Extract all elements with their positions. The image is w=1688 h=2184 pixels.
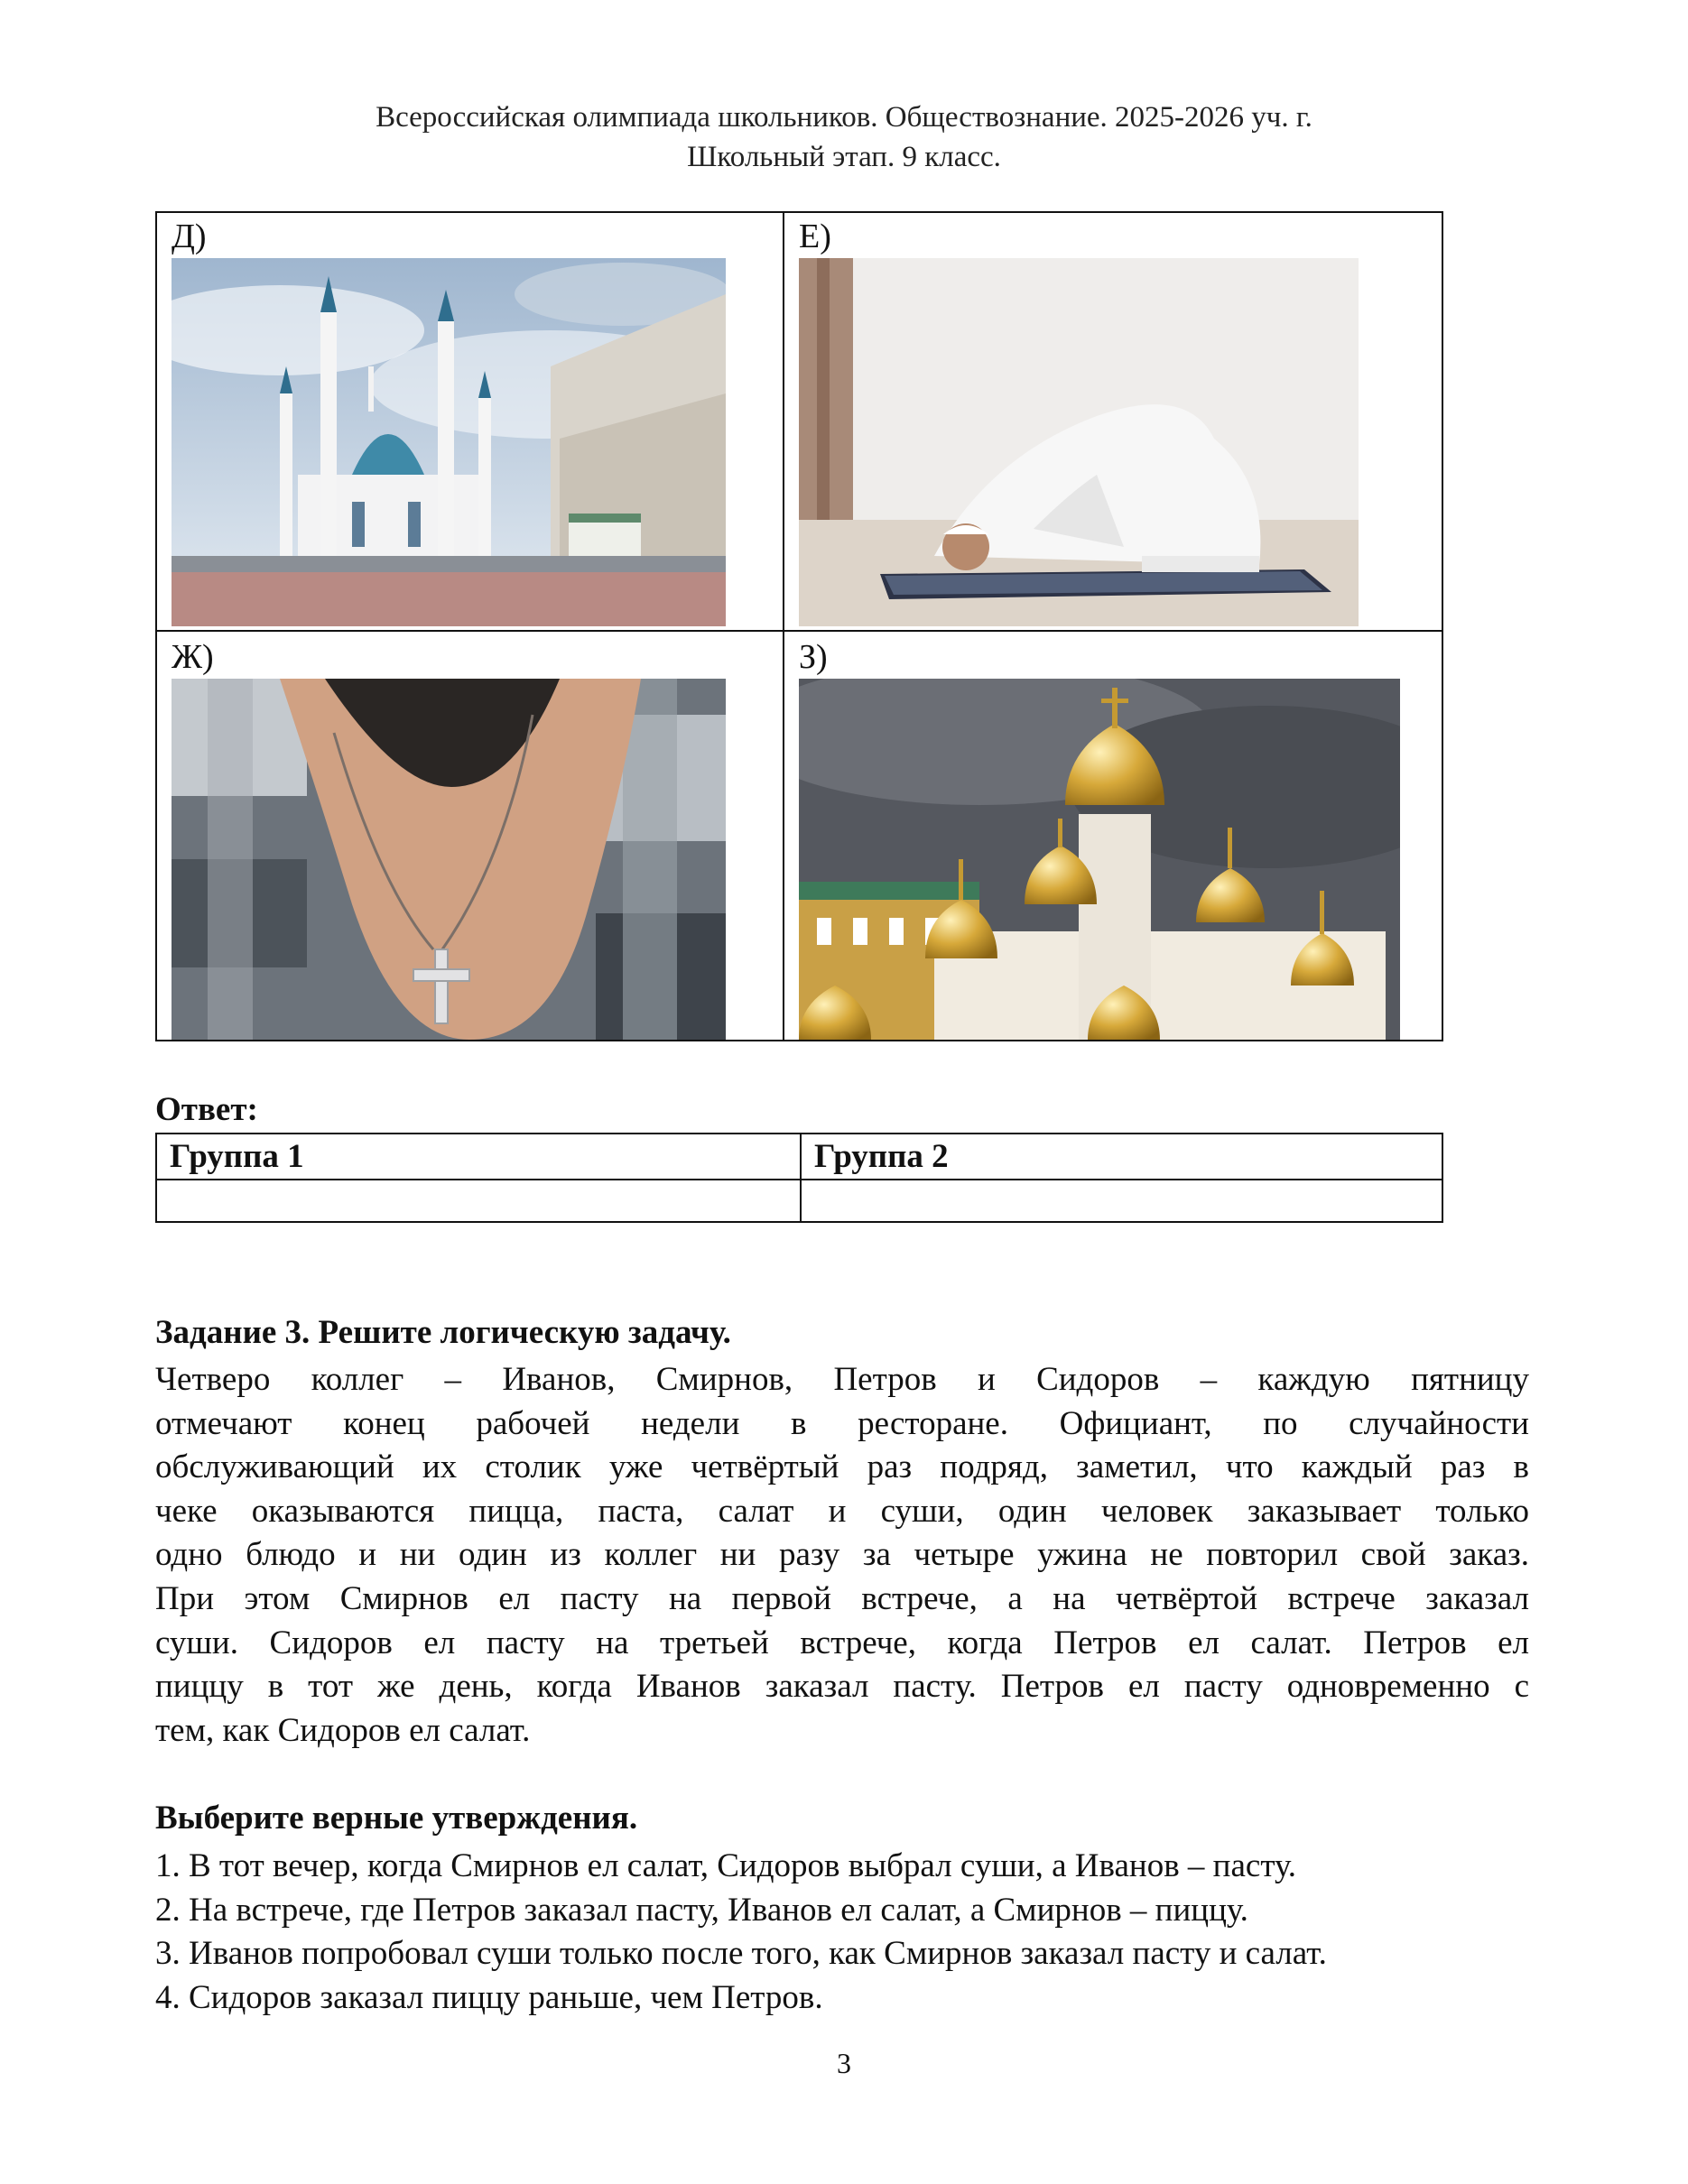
task-text-line: суши. Сидоров ел пасту на третьей встрече, когда Петров ел салат. Петров ел (155, 1624, 1529, 1661)
answer-table-col-divider (800, 1134, 802, 1221)
answer-group-2-header: Группа 2 (814, 1138, 949, 1175)
cross-necklace-photo (172, 679, 726, 1040)
table-divider-horizontal (157, 630, 1442, 632)
header-line-2: Школьный этап. 9 класс. (687, 141, 1001, 173)
answer-group-1-header: Группа 1 (170, 1138, 304, 1175)
task-text (155, 1358, 1529, 1753)
task-text-line: чеке оказываются пицца, паста, салат и суши, один человек заказывает только (155, 1492, 1529, 1530)
statement-item: 2. На встрече, где Петров заказал пасту, Иванов ел салат, а Смирнов – пиццу. (155, 1891, 1248, 1929)
task-text-line: пиццу в тот же день, когда Иванов заказал пасту. Петров ел пасту одновременно с (155, 1668, 1529, 1706)
task-text-line: Четверо коллег – Иванов, Смирнов, Петров и Сидоров – каждую пятницу (155, 1361, 1529, 1398)
image-label-d: Д) (172, 217, 207, 255)
task-text-line: тем, как Сидоров ел салат. (155, 1711, 531, 1749)
answer-table (155, 1133, 1443, 1223)
statement-item: 1. В тот вечер, когда Смирнов ел салат, Сидоров выбрал суши, а Иванов – пасту. (155, 1847, 1297, 1884)
prayer-photo (799, 258, 1359, 626)
church-domes-photo (799, 679, 1400, 1040)
page-header (0, 97, 1688, 177)
task-text-line: отмечают конец рабочей недели в ресторане. Официант, по случайности (155, 1404, 1529, 1442)
table-divider-vertical (783, 213, 784, 1040)
header-line-1: Всероссийская олимпиада школьников. Обществознание. 2025-2026 уч. г. (376, 101, 1312, 134)
answer-title: Ответ: (155, 1091, 258, 1128)
statements-list (155, 1845, 1327, 2021)
task-text-line: обслуживающий их столик уже четвёртый раз подряд, заметил, что каждый раз в (155, 1448, 1529, 1486)
statements-title: Выберите верные утверждения. (155, 1800, 638, 1837)
page-number: 3 (837, 2047, 851, 2079)
image-table (155, 211, 1443, 1041)
task-text-line: одно блюдо и ни один из коллег ни разу за четыре ужина не повторил свой заказ. (155, 1536, 1529, 1574)
mosque-photo (172, 258, 726, 626)
image-label-zh: Ж) (172, 638, 214, 676)
image-label-z: З) (799, 638, 828, 676)
task-text-line: При этом Смирнов ел пасту на первой встрече, а на четвёртой встрече заказал (155, 1579, 1529, 1617)
task-title: Задание 3. Решите логическую задачу. (155, 1314, 731, 1351)
image-label-e: Е) (799, 217, 831, 255)
statement-item: 4. Сидоров заказал пиццу раньше, чем Петров. (155, 1979, 823, 2017)
statement-item: 3. Иванов попробовал суши только после того, как Смирнов заказал пасту и салат. (155, 1935, 1327, 1973)
